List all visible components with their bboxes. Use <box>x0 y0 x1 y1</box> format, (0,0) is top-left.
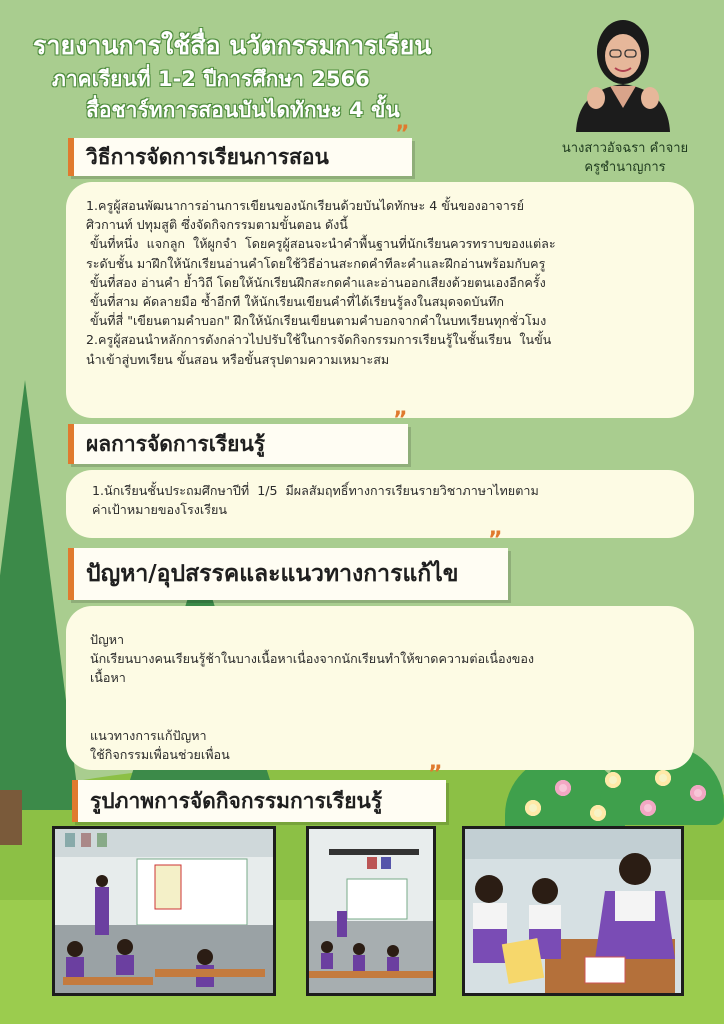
result-text <box>92 481 680 519</box>
text-line: ค่าเป้าหมายของโรงเรียน <box>92 502 227 518</box>
flower-icon <box>555 780 571 796</box>
media-subtitle: สื่อชาร์ทการสอนบันไดทักษะ 4 ขั้น <box>86 98 400 122</box>
tree-trunk <box>0 790 22 845</box>
text-line: ขั้นที่สี่ "เขียนตามคำบอก" ฝึกให้นักเรียนเขียนตามคำบอกจากคำในบทเรียนทุกชั่วโมง <box>86 313 547 329</box>
section-header-problem <box>68 548 508 600</box>
section-header-result <box>68 424 408 464</box>
text-line: ขั้นที่สาม คัดลายมือ ซ้ำอีกที ให้นักเรียนเขียนคำที่ได้เรียนรู้ลงในสมุดจดบันทึก <box>86 294 504 310</box>
text-line: 1.นักเรียนชั้นประถมศึกษาปีที่ 1/5 มีผลสัมฤทธิ์ทางการเรียนรายวิชาภาษาไทยตาม <box>92 483 539 498</box>
method-text <box>86 196 680 369</box>
text-line: ระดับชั้น มาฝึกให้นักเรียนอ่านคำโดยใช้วิธีอ่านสะกดคำทีละคำและฝึกอ่านพร้อมกับครู <box>86 255 546 271</box>
text-line: 1.ครูผู้สอนพัฒนาการอ่านการเขียนของนักเรียนด้วยบันไดทักษะ 4 ขั้นของอาจารย์ <box>86 198 525 213</box>
solution-text: ใช้กิจกรรมเพื่อนช่วยเพื่อน <box>90 746 230 762</box>
teacher-position: ครูชำนาญการ <box>584 160 666 175</box>
quote-mark-icon: ” <box>393 408 408 433</box>
flower-icon <box>690 785 706 801</box>
text-line: 2.ครูผู้สอนนำหลักการดังกล่าวไปปรับใช้ในการจัดกิจกรรมการเรียนรู้ในชั้นเรียน ในขั้น <box>86 332 552 348</box>
text-line: ขั้นที่หนึ่ง แจกลูก ให้ผูกจำ โดยครูผู้สอนจะนำคำพื้นฐานที่นักเรียนควรทราบของแต่ละ <box>86 236 556 252</box>
quote-mark-icon: ” <box>488 528 503 553</box>
flower-icon <box>640 800 656 816</box>
teacher-portrait <box>568 12 678 132</box>
quote-mark-icon: ” <box>428 762 443 787</box>
text-line: เนื้อหา <box>90 670 126 686</box>
problem-content-box <box>66 606 694 770</box>
flower-icon <box>655 770 671 786</box>
problem-label: ปัญหา <box>90 632 125 647</box>
section-header-photos <box>72 780 446 822</box>
quote-mark-icon: ” <box>395 122 410 147</box>
text-line: นักเรียนบางคนเรียนรู้ช้าในบางเนื้อหาเนื่องจากนักเรียนทำให้ขาดความต่อเนื่องของ <box>90 651 535 667</box>
classroom-photo <box>306 826 436 996</box>
flower-icon <box>525 800 541 816</box>
report-title: รายงานการใช้สื่อ นวัตกรรมการเรียน <box>33 31 432 60</box>
solution-label: แนวทางการแก้ปัญหา <box>90 727 207 743</box>
result-content-box <box>66 470 694 538</box>
teacher-name: นางสาวอัจฉรา คำจาย <box>561 141 689 156</box>
flower-icon <box>605 772 621 788</box>
text-line: ขั้นที่สอง อ่านคำ ย้ำวิถี โดยให้นักเรียนฝึกสะกดคำและอ่านออกเสียงด้วยตนเองอีกครั้ง <box>86 274 546 290</box>
method-content-box <box>66 182 694 418</box>
term-subtitle: ภาคเรียนที่ 1-2 ปีการศึกษา 2566 <box>52 67 370 91</box>
problem-text <box>90 649 680 687</box>
classroom-photo <box>52 826 276 996</box>
classroom-photo <box>462 826 684 996</box>
section-title: วิธีการจัดการเรียนการสอน <box>86 144 329 169</box>
flower-icon <box>590 805 606 821</box>
section-header-method <box>68 138 412 176</box>
section-title: รูปภาพการจัดกิจกรรมการเรียนรู้ <box>90 788 383 813</box>
section-title: ผลการจัดการเรียนรู้ <box>86 431 266 456</box>
section-title: ปัญหา/อุปสรรคและแนวทางการแก้ไข <box>86 561 459 587</box>
text-line: ศิวกานท์ ปทุมสูติ ซึ่งจัดกิจกรรมตามขั้นตอน ดังนี้ <box>86 217 348 233</box>
text-line: นำเข้าสู่บทเรียน ขั้นสอน หรือขั้นสรุปตามความเหมาะสม <box>86 351 390 367</box>
